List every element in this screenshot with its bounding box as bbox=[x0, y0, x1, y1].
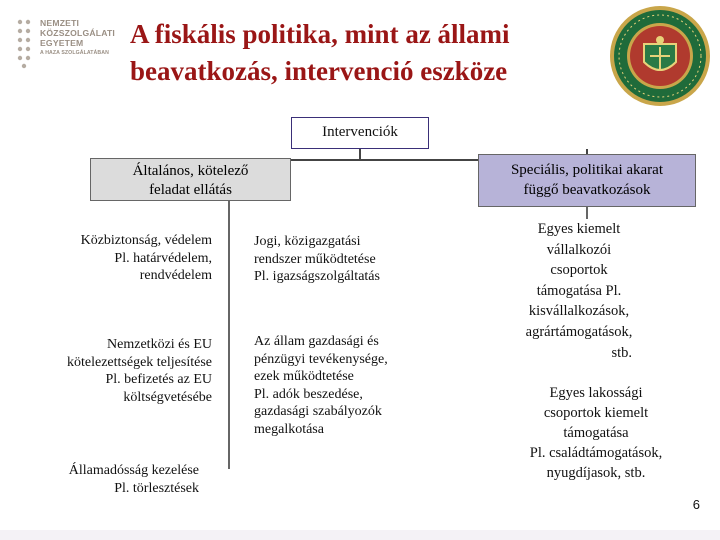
item-line: Jogi, közigazgatási bbox=[254, 234, 361, 249]
item-line: stb. bbox=[611, 344, 632, 361]
bottom-strip bbox=[0, 530, 720, 540]
special-item-household-support bbox=[500, 383, 692, 483]
item-line: támogatása Pl. bbox=[536, 282, 622, 299]
title-line-2: beavatkozás, intervenció eszköze bbox=[130, 56, 508, 86]
special-item-business-support bbox=[488, 219, 670, 363]
item-title: Államadósság kezelése bbox=[68, 463, 199, 478]
title-line-1: A fiskális politika, mint az állami bbox=[130, 19, 510, 49]
item-line: támogatása bbox=[563, 425, 629, 441]
item-line: pénzügyi tevékenysége, bbox=[254, 351, 388, 367]
general-header-line-1: Általános, kötelező bbox=[132, 163, 249, 179]
item-line: Egyes lakossági bbox=[549, 385, 643, 401]
item-title: Nemzetközi és EU bbox=[107, 337, 212, 352]
item-line: Pl. adók beszedése, bbox=[254, 386, 363, 402]
item-line: nyugdíjasok, stb. bbox=[546, 465, 646, 481]
item-title: Közbiztonság, védelem bbox=[80, 233, 212, 248]
special-header-line-2: függő beavatkozások bbox=[523, 182, 651, 198]
logo-line-1: NEMZETI bbox=[40, 18, 80, 28]
item-line: Egyes kiemelt bbox=[537, 221, 621, 237]
general-item-economic-activity bbox=[254, 333, 450, 438]
page-number: 6 bbox=[692, 497, 700, 512]
logo-line-4: A HAZA SZOLGÁLATÁBAN bbox=[40, 50, 109, 56]
item-line: Az állam gazdasági és bbox=[254, 334, 379, 349]
item-line: rendvédelem bbox=[139, 268, 212, 283]
item-line: csoportok kiemelt bbox=[543, 405, 649, 421]
item-line: Pl. családtámogatások, bbox=[529, 445, 663, 461]
item-line: vállalkozói bbox=[546, 241, 612, 258]
university-seal-icon bbox=[608, 4, 712, 108]
item-line: gazdasági szabályozók bbox=[254, 404, 382, 419]
item-line: Pl. határvédelem, bbox=[114, 250, 212, 266]
slide-title bbox=[130, 16, 600, 90]
item-line: Pl. igazságszolgáltatás bbox=[254, 269, 380, 284]
special-header-line-1: Speciális, politikai akarat bbox=[510, 162, 664, 178]
general-header-line-2: feladat ellátás bbox=[149, 182, 232, 198]
general-item-security bbox=[20, 232, 212, 285]
connector-line bbox=[586, 207, 588, 219]
item-line: megalkotása bbox=[254, 421, 324, 437]
general-item-legal-system bbox=[254, 233, 444, 286]
interventions-box: Intervenciók bbox=[291, 117, 429, 149]
item-title: kötelezettségek teljesítése bbox=[67, 354, 212, 370]
item-line: kisvállalkozások, bbox=[528, 303, 630, 320]
item-line: költségvetésébe bbox=[123, 389, 212, 405]
university-emblem-icon bbox=[14, 16, 36, 70]
item-line: csoportok bbox=[550, 262, 608, 279]
connector-line bbox=[228, 201, 230, 469]
logo-line-2: KÖZSZOLGÁLATI bbox=[40, 28, 116, 38]
item-line: Pl. befizetés az EU bbox=[105, 372, 212, 387]
item-line: ezek működtetése bbox=[254, 369, 354, 384]
connector-line bbox=[359, 149, 361, 159]
item-line: agrártámogatások, bbox=[525, 323, 633, 340]
item-line: Pl. törlesztések bbox=[114, 480, 199, 496]
special-interventions-header bbox=[478, 154, 696, 207]
general-item-international bbox=[10, 336, 212, 406]
general-item-debt bbox=[10, 462, 199, 497]
general-duties-header bbox=[90, 158, 291, 201]
logo-line-3: EGYETEM bbox=[40, 38, 84, 48]
item-line: rendszer működtetése bbox=[254, 251, 376, 267]
university-logo bbox=[14, 14, 124, 74]
